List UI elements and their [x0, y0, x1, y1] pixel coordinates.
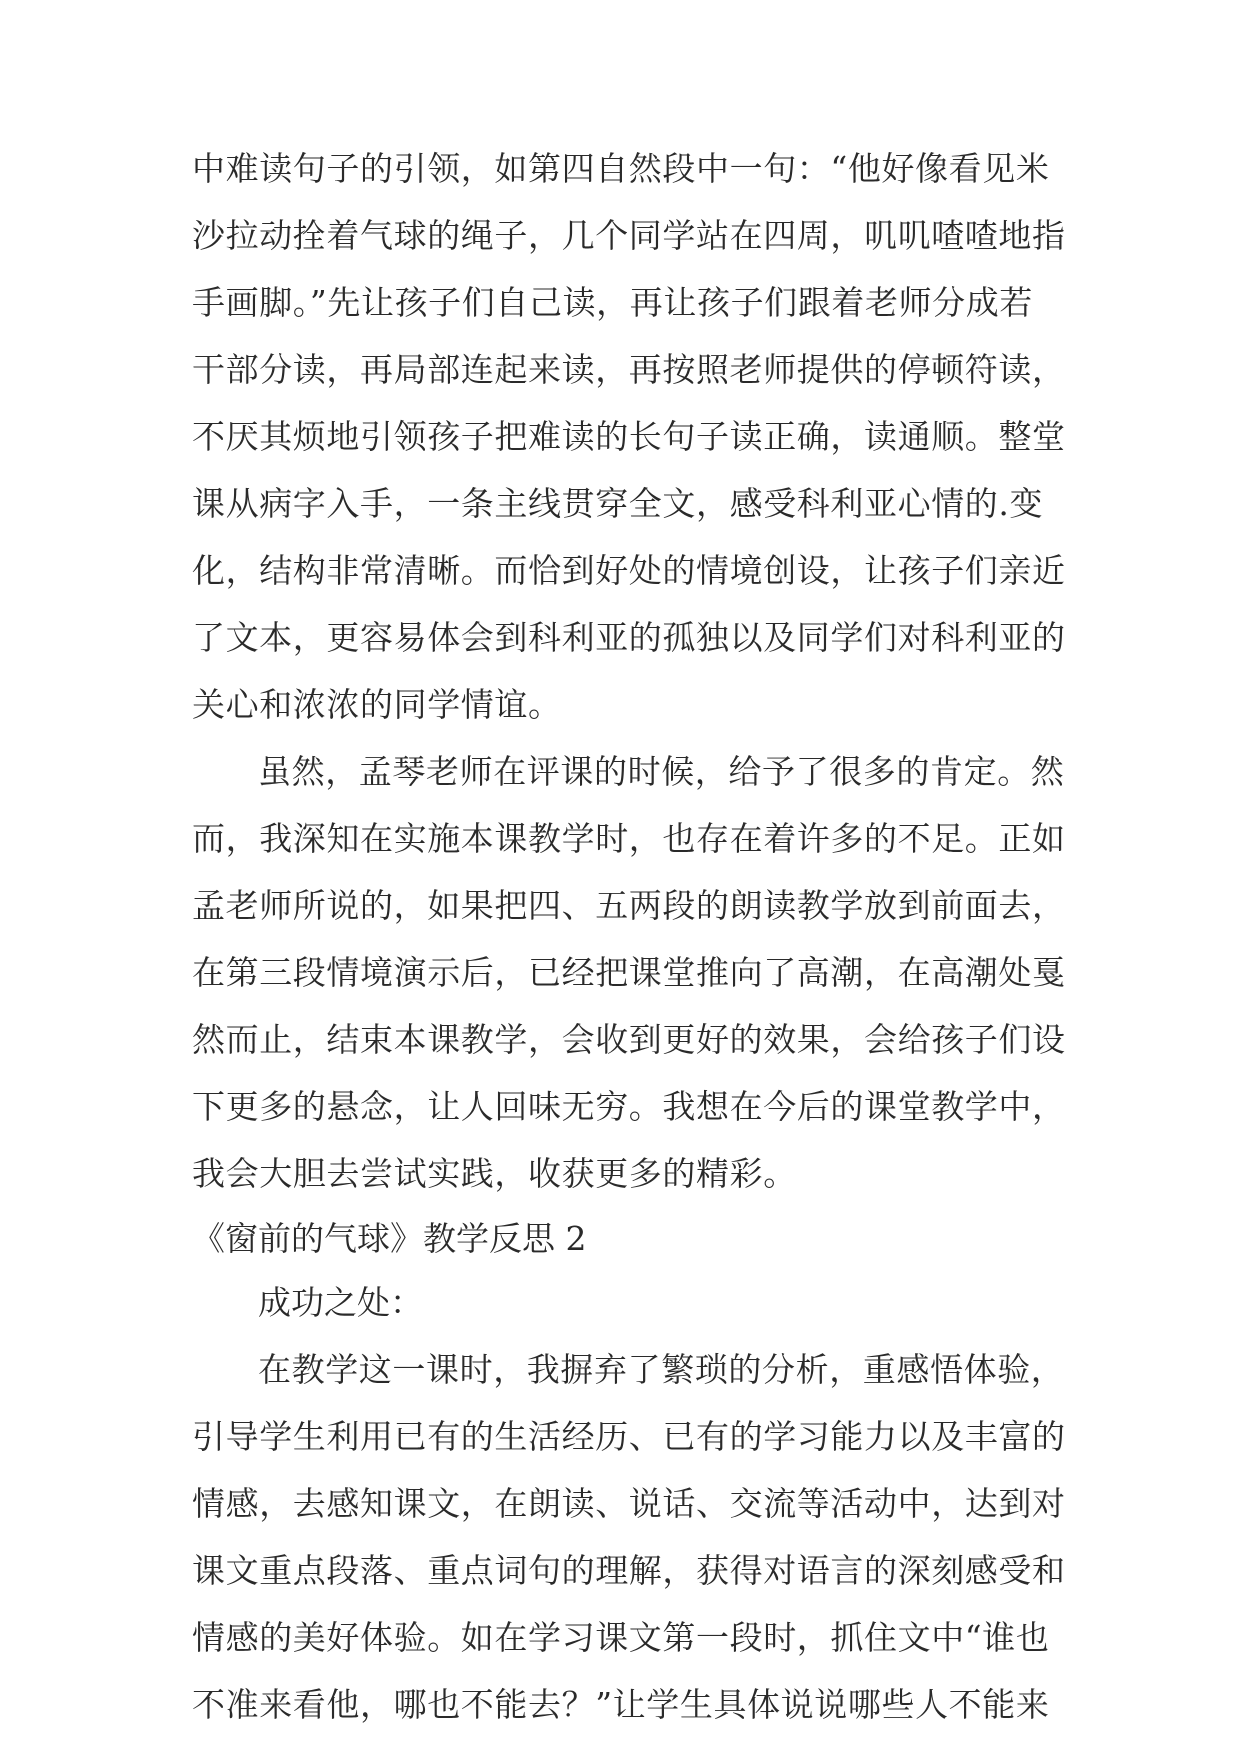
body-text-line: 情感，去感知课文，在朗读、说话、交流等活动中，达到对 [192, 1484, 1066, 1523]
body-text-line: 不厌其烦地引领孩子把难读的长句子读正确，读通顺。整堂 [192, 417, 1066, 456]
body-text-line: 在第三段情境演示后，已经把课堂推向了高潮，在高潮处戛 [192, 953, 1066, 992]
body-text-line: 然而止，结束本课教学，会收到更好的效果，会给孩子们设 [192, 1020, 1066, 1059]
section-heading: 《窗前的气球》教学反思 2 [192, 1219, 587, 1258]
body-text-line: 干部分读，再局部连起来读，再按照老师提供的停顿符读， [192, 350, 1066, 389]
body-text-line: 引导学生利用已有的生活经历、已有的学习能力以及丰富的 [192, 1417, 1066, 1456]
body-text-line: 不准来看他，哪也不能去？”让学生具体说说哪些人不能来 [192, 1685, 1050, 1724]
body-text-line: 关心和浓浓的同学情谊。 [192, 685, 562, 724]
paragraph-first-line: 在教学这一课时，我摒弃了繁琐的分析，重感悟体验， [258, 1350, 1065, 1389]
subheading: 成功之处： [258, 1283, 423, 1322]
body-text-line: 化，结构非常清晰。而恰到好处的情境创设，让孩子们亲近 [192, 551, 1066, 590]
body-text-line: 中难读句子的引领，如第四自然段中一句：“他好像看见米 [192, 149, 1050, 188]
paragraph-first-line: 虽然，孟琴老师在评课的时候，给予了很多的肯定。然 [258, 752, 1065, 791]
body-text-line: 沙拉动拴着气球的绳子，几个同学站在四周，叽叽喳喳地指 [192, 216, 1066, 255]
body-text-line: 下更多的悬念，让人回味无穷。我想在今后的课堂教学中， [192, 1087, 1066, 1126]
body-text-line: 了文本，更容易体会到科利亚的孤独以及同学们对科利亚的 [192, 618, 1066, 657]
body-text-line: 课从病字入手，一条主线贯穿全文，感受科利亚心情的.变 [192, 484, 1044, 523]
body-text-line: 孟老师所说的，如果把四、五两段的朗读教学放到前面去， [192, 886, 1066, 925]
body-text-line: 课文重点段落、重点词句的理解，获得对语言的深刻感受和 [192, 1551, 1066, 1590]
body-text-line: 情感的美好体验。如在学习课文第一段时，抓住文中“谁也 [192, 1618, 1050, 1657]
body-text-line: 我会大胆去尝试实践，收获更多的精彩。 [192, 1154, 797, 1193]
body-text-line: 手画脚。”先让孩子们自己读，再让孩子们跟着老师分成若 [192, 283, 1033, 322]
body-text-line: 而，我深知在实施本课教学时，也存在着许多的不足。正如 [192, 819, 1066, 858]
